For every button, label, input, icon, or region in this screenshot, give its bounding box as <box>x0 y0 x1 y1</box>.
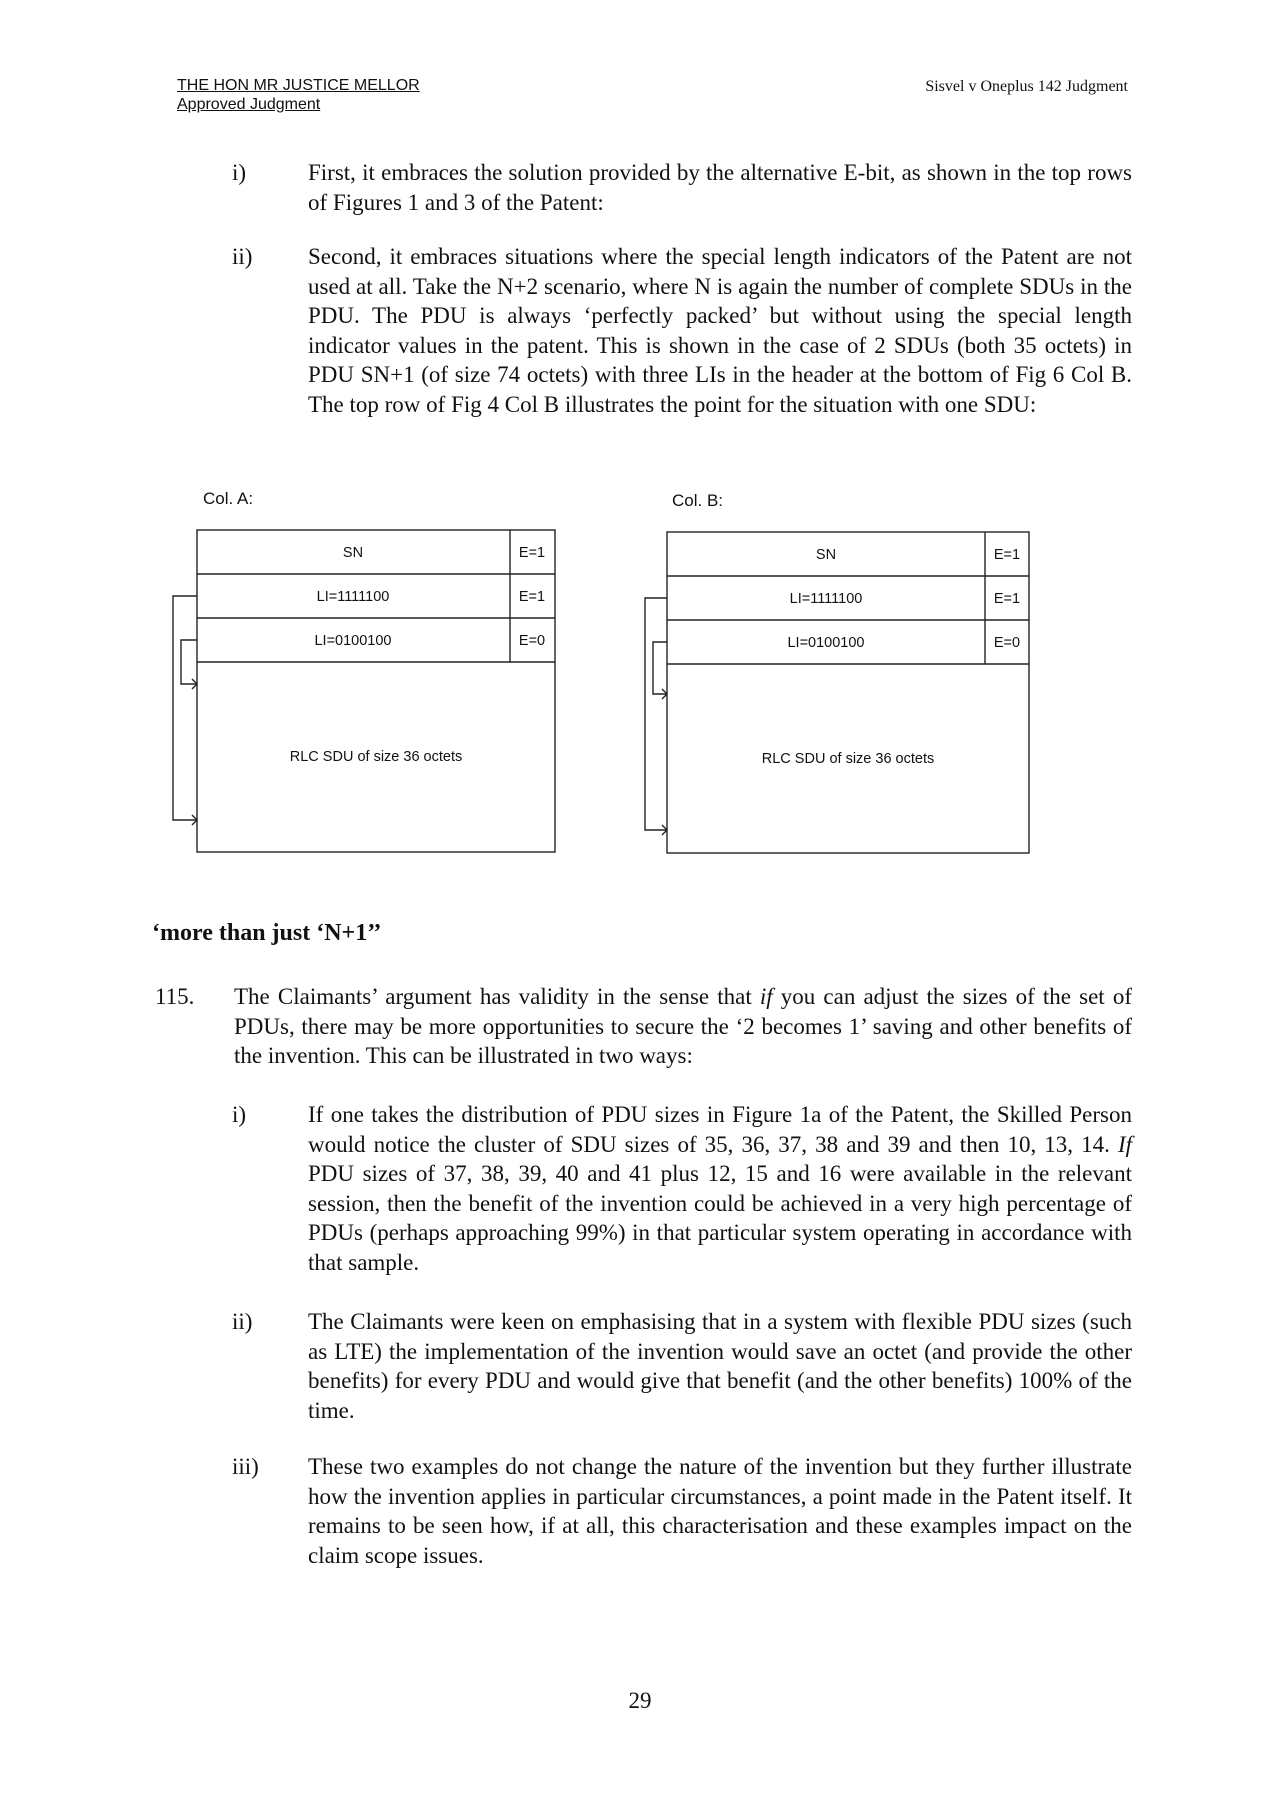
col-a-e3: E=0 <box>518 633 546 649</box>
item-text-part: If one takes the distribution of PDU sizes in Figure 1a of the Patent, the Skilled Person would notice the cluster of SDU sizes of 35, 36, 37, 38 and 39 and then 10, 13, 14. <box>308 1102 1132 1157</box>
col-b-label: Col. B: <box>672 491 724 510</box>
col-a-li1-arrow <box>173 596 197 820</box>
col-a-li1: LI=1111100 <box>316 589 390 605</box>
col-a-label: Col. A: <box>203 489 254 508</box>
col-b-pdu-frame <box>667 532 1029 853</box>
col-b-diagram <box>645 532 1029 853</box>
col-a-e1: E=1 <box>518 545 546 561</box>
paragraph-number: 115. <box>155 984 195 1009</box>
col-b-e2: E=1 <box>993 591 1021 607</box>
list-item <box>232 242 1132 452</box>
col-b-li1-arrow <box>645 598 667 830</box>
paragraph-text-part: The Claimants’ argument has validity in the sense that <box>234 984 760 1009</box>
item-number: i) <box>232 1102 247 1127</box>
col-b-li2: LI=0100100 <box>787 635 865 651</box>
emphasis-text: if <box>759 984 773 1009</box>
col-a-diagram <box>173 530 555 852</box>
col-b-e3: E=0 <box>993 635 1021 651</box>
item-text: Second, it embraces situations where the special length indicators of the Patent are not used at all. Take the N+2 scenario, where N is again the number of complete SDUs in the PDU. The PDU is always ‘perfectly packed’ but without using the special length indicator values in the patent. This is shown in the case of 2 SDUs (both 35 octets) in PDU SN+1 (of size 74 octets) with three LIs in the header at the bottom of Fig 6 Col B. The top row of Fig 4 Col B illustrates the point for the situation with one SDU: <box>308 244 1132 417</box>
judge-name: THE HON MR JUSTICE MELLOR <box>177 77 420 94</box>
col-a-li2: LI=0100100 <box>314 633 392 649</box>
case-title: Sisvel v Oneplus 142 Judgment <box>925 78 1128 95</box>
item-text <box>308 1100 1132 1277</box>
paragraph-text-part: you can adjust the sizes of the set of PDUs, there may be more opportunities to secure the ‘2 becomes 1’ saving and other benefits of the invention. This can be illustrated in two ways: <box>234 984 1132 1068</box>
approved-judgment-label: Approved Judgment <box>177 96 321 113</box>
col-a-sn: SN <box>342 545 364 561</box>
emphasis-text: If <box>1117 1131 1132 1157</box>
col-a-pdu-frame <box>197 530 555 852</box>
paragraph-text <box>234 982 1132 1071</box>
item-text: The Claimants were keen on emphasising that in a system with flexible PDU sizes (such as LTE) the implementation of the invention would save an octet (and provide the other benefits) for every PDU and would give that benefit (and the other benefits) 100% of the time. <box>308 1309 1132 1423</box>
page-number: 29 <box>628 1688 652 1713</box>
col-a-li2-arrow <box>181 640 197 684</box>
item-number: ii) <box>232 244 253 269</box>
col-b-li2-arrow <box>653 642 667 694</box>
col-a-e2: E=1 <box>518 589 546 605</box>
list-item <box>232 1100 1132 1280</box>
numbered-paragraph <box>155 982 1132 1077</box>
item-text: These two examples do not change the nature of the invention but they further illustrate how the invention applies in particular circumstances, a point made in the Patent itself. It remains to be seen how, if at all, this characterisation and these examples impact on the claim scope issues. <box>308 1454 1132 1568</box>
item-number: i) <box>232 160 247 185</box>
list-item <box>232 158 1132 218</box>
item-number: ii) <box>232 1309 253 1334</box>
list-item <box>232 1452 1132 1572</box>
section-heading: ‘more than just ‘N+1’’ <box>152 920 382 946</box>
col-a-sdu: RLC SDU of size 36 octets <box>289 749 463 765</box>
col-b-sdu: RLC SDU of size 36 octets <box>761 751 935 767</box>
col-b-sn: SN <box>815 547 837 563</box>
judge-heading <box>177 76 420 114</box>
item-number: iii) <box>232 1454 259 1479</box>
item-text: First, it embraces the solution provided by the alternative E-bit, as shown in the top rows of Figures 1 and 3 of the Patent: <box>308 160 1132 215</box>
col-b-e1: E=1 <box>993 547 1021 563</box>
pdu-figure <box>0 520 1280 860</box>
col-b-li1: LI=1111100 <box>789 591 863 607</box>
item-text-part: PDU sizes of 37, 38, 39, 40 and 41 plus 12, 15 and 16 were available in the relevant session, then the benefit of the invention could be achieved in a very high percentage of PDUs (perhaps approaching 99%) in that particular system operating in accordance with that sample. <box>308 1161 1132 1275</box>
list-item <box>232 1307 1132 1427</box>
